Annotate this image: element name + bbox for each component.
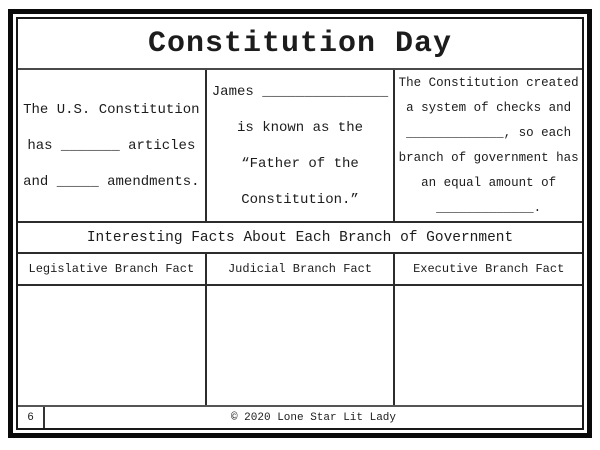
fill-in-blank-row [18, 68, 582, 221]
fact-column-headers [18, 252, 582, 284]
footer-row [18, 405, 582, 428]
fill-in-blank-line: James _______________ [211, 83, 389, 100]
worksheet-card [16, 17, 584, 430]
legislative-fact-answer-area [18, 286, 205, 405]
judicial-fact-answer-area [205, 286, 396, 405]
copyright-text: © 2020 Lone Star Lit Lady [230, 411, 397, 424]
text-line: is known as the [236, 119, 364, 136]
text-line: The Constitution created [398, 75, 579, 90]
articles-amendments-cell [18, 70, 205, 221]
text-line: “Father of the [241, 155, 359, 172]
text-line: an equal amount of [421, 175, 557, 190]
facts-banner [18, 221, 582, 252]
facts-heading: Interesting Facts About Each Branch of Government [86, 229, 514, 246]
text-line: The U.S. Constitution [23, 101, 200, 118]
executive-fact-header: Executive Branch Fact [413, 262, 565, 276]
father-of-constitution-cell [205, 70, 396, 221]
text-line: a system of checks and [406, 100, 572, 115]
executive-fact-answer-area [395, 286, 582, 405]
fill-in-blank-line: _____________, so each [406, 125, 572, 140]
judicial-fact-header: Judicial Branch Fact [205, 254, 396, 284]
fill-in-blank-line: _____________. [436, 200, 542, 215]
title-row [18, 19, 582, 68]
legislative-fact-header: Legislative Branch Fact [28, 262, 195, 276]
fill-in-blank-line: and _____ amendments. [23, 173, 200, 190]
outer-frame [8, 9, 592, 438]
page-title: Constitution Day [147, 26, 453, 61]
page-number: 6 [18, 407, 45, 428]
checks-and-balances-cell [395, 70, 582, 221]
fact-answer-row [18, 284, 582, 405]
text-line: branch of government has [398, 150, 579, 165]
text-line: Constitution.” [241, 191, 359, 208]
fill-in-blank-line: has _______ articles [27, 137, 196, 154]
